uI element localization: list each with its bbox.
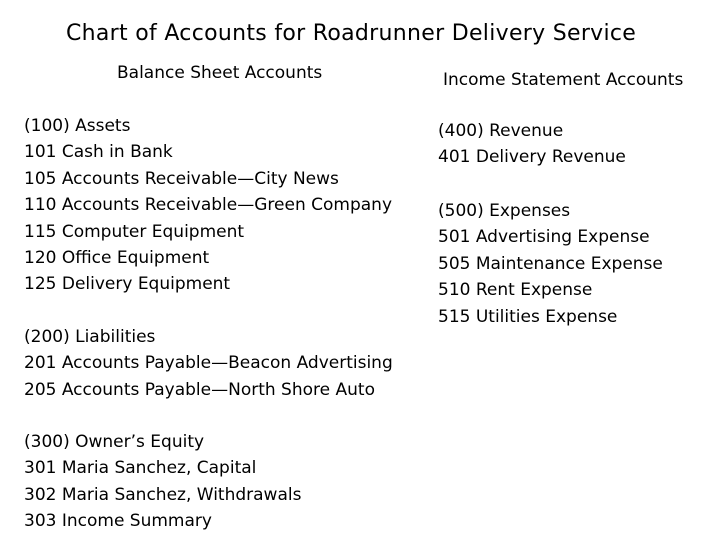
balance-sheet-heading: Balance Sheet Accounts [117,63,323,83]
group-header-owners-equity: (300) Owner’s Equity [24,432,205,452]
income-statement-heading: Income Statement Accounts [443,70,684,90]
page-title: Chart of Accounts for Roadrunner Delivery Service [66,21,637,46]
account-302: 302 Maria Sanchez, Withdrawals [24,484,302,505]
account-301: 301 Maria Sanchez, Capital [24,458,257,479]
account-501: 501 Advertising Expense [438,227,650,248]
account-515: 515 Utilities Expense [438,306,618,327]
revenue-group [438,118,626,171]
account-205: 205 Accounts Payable—North Shore Auto [24,379,375,400]
assets-group [24,113,392,298]
account-401: 401 Delivery Revenue [438,147,626,168]
account-101: 101 Cash in Bank [24,142,173,163]
account-303: 303 Income Summary [24,511,212,532]
group-header-assets: (100) Assets [24,116,131,136]
account-120: 120 Office Equipment [24,248,210,269]
group-header-liabilities: (200) Liabilities [24,327,156,347]
group-header-expenses: (500) Expenses [438,201,571,221]
account-201: 201 Accounts Payable—Beacon Advertising [24,353,393,374]
owners-equity-group [24,429,301,535]
account-105: 105 Accounts Receivable—City News [24,168,339,189]
account-115: 115 Computer Equipment [24,221,245,242]
account-125: 125 Delivery Equipment [24,274,231,295]
liabilities-group [24,324,393,403]
account-110: 110 Accounts Receivable—Green Company [24,195,392,216]
group-header-revenue: (400) Revenue [438,121,564,141]
account-505: 505 Maintenance Expense [438,253,663,274]
expenses-group [438,198,663,330]
account-510: 510 Rent Expense [438,280,593,301]
